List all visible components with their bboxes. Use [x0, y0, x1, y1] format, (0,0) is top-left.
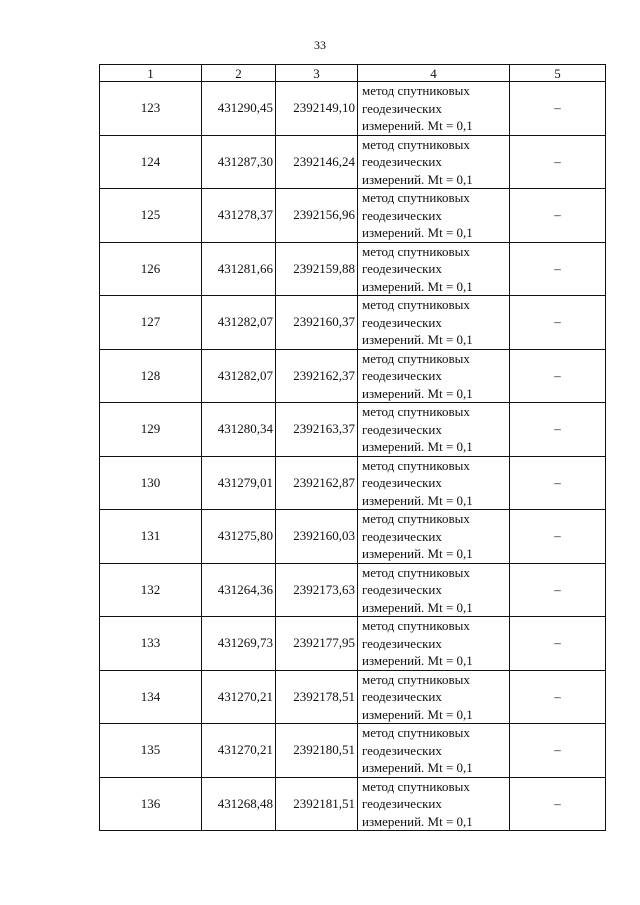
method-cell: [358, 403, 510, 457]
x-coordinate-cell: 431278,37: [202, 189, 276, 243]
table-row: [100, 189, 606, 243]
y-coordinate-cell: 2392173,63: [276, 563, 358, 617]
note-cell: –: [510, 724, 606, 778]
note-cell: –: [510, 456, 606, 510]
method-text-line: метод спутниковых: [362, 725, 470, 740]
y-coordinate-cell: 2392181,51: [276, 777, 358, 831]
x-coordinate-cell: 431264,36: [202, 563, 276, 617]
method-text-line: измерений. Mt = 0,1: [362, 439, 473, 454]
note-cell: –: [510, 563, 606, 617]
method-cell: [358, 242, 510, 296]
point-number-cell: 126: [100, 242, 202, 296]
method-text-line: метод спутниковых: [362, 564, 470, 580]
y-coordinate-cell: 2392160,37: [276, 296, 358, 350]
method-cell: [358, 617, 510, 671]
note-cell: –: [510, 135, 606, 189]
note-cell: –: [510, 349, 606, 403]
method-text-line: измерений. Mt = 0,1: [362, 492, 473, 508]
x-coordinate-cell: 431282,07: [202, 349, 276, 403]
note-cell: –: [510, 82, 606, 136]
method-text-line: измерений. Mt = 0,1: [362, 706, 473, 722]
table-row: [100, 349, 606, 403]
x-coordinate-cell: 431281,66: [202, 242, 276, 296]
method-text-line: метод спутниковых: [362, 297, 470, 312]
method-text-line: метод спутниковых: [362, 511, 470, 526]
method-cell: [358, 777, 510, 831]
method-cell: [358, 135, 510, 189]
y-coordinate-cell: 2392159,88: [276, 242, 358, 296]
method-text-line: метод спутниковых: [362, 778, 470, 794]
point-number-cell: 127: [100, 296, 202, 350]
method-text-line: геодезических: [362, 528, 442, 544]
method-text-line: измерений. Mt = 0,1: [362, 118, 473, 133]
y-coordinate-cell: 2392149,10: [276, 82, 358, 136]
method-cell: [358, 82, 510, 136]
method-text-line: измерений. Mt = 0,1: [362, 278, 473, 294]
method-text-line: геодезических: [362, 796, 442, 811]
coordinates-table: [99, 64, 606, 831]
table-row: [100, 777, 606, 831]
method-text-line: измерений. Mt = 0,1: [362, 599, 473, 615]
method-text-line: метод спутниковых: [362, 190, 470, 205]
x-coordinate-cell: 431268,48: [202, 777, 276, 831]
method-text-line: геодезических: [362, 421, 442, 437]
x-coordinate-cell: 431290,45: [202, 82, 276, 136]
method-text-line: геодезических: [362, 207, 442, 223]
y-coordinate-cell: 2392162,87: [276, 456, 358, 510]
method-text-line: метод спутниковых: [362, 243, 470, 259]
note-cell: –: [510, 617, 606, 671]
table-row: [100, 724, 606, 778]
point-number-cell: 130: [100, 456, 202, 510]
method-text-line: измерений. Mt = 0,1: [362, 332, 473, 347]
table-row: [100, 510, 606, 564]
table-row: [100, 617, 606, 671]
point-number-cell: 134: [100, 670, 202, 724]
header-row: [100, 65, 606, 82]
note-cell: –: [510, 189, 606, 243]
point-number-cell: 129: [100, 403, 202, 457]
method-text-line: измерений. Mt = 0,1: [362, 760, 473, 775]
method-text-line: измерений. Mt = 0,1: [362, 225, 473, 240]
method-cell: [358, 510, 510, 564]
method-text-line: метод спутниковых: [362, 618, 470, 633]
method-text-line: измерений. Mt = 0,1: [362, 171, 473, 187]
point-number-cell: 133: [100, 617, 202, 671]
method-text-line: метод спутниковых: [362, 136, 470, 152]
point-number-cell: 128: [100, 349, 202, 403]
method-text-line: геодезических: [362, 742, 442, 758]
method-text-line: геодезических: [362, 314, 442, 330]
note-cell: –: [510, 670, 606, 724]
table-row: [100, 563, 606, 617]
method-cell: [358, 349, 510, 403]
table-row: [100, 82, 606, 136]
point-number-cell: 124: [100, 135, 202, 189]
note-cell: –: [510, 510, 606, 564]
method-text-line: метод спутниковых: [362, 350, 470, 366]
x-coordinate-cell: 431275,80: [202, 510, 276, 564]
table-row: [100, 296, 606, 350]
y-coordinate-cell: 2392162,37: [276, 349, 358, 403]
point-number-cell: 125: [100, 189, 202, 243]
table-header: [100, 65, 606, 82]
y-coordinate-cell: 2392156,96: [276, 189, 358, 243]
method-cell: [358, 296, 510, 350]
header-col-4: 4: [358, 65, 510, 82]
header-col-5: 5: [510, 65, 606, 82]
method-text-line: геодезических: [362, 582, 442, 597]
point-number-cell: 131: [100, 510, 202, 564]
point-number-cell: 123: [100, 82, 202, 136]
y-coordinate-cell: 2392177,95: [276, 617, 358, 671]
point-number-cell: 136: [100, 777, 202, 831]
method-text-line: измерений. Mt = 0,1: [362, 813, 473, 829]
method-text-line: геодезических: [362, 368, 442, 383]
method-text-line: геодезических: [362, 475, 442, 490]
x-coordinate-cell: 431279,01: [202, 456, 276, 510]
note-cell: –: [510, 242, 606, 296]
header-col-1: 1: [100, 65, 202, 82]
table-row: [100, 135, 606, 189]
table-row: [100, 242, 606, 296]
y-coordinate-cell: 2392146,24: [276, 135, 358, 189]
table-body: [100, 82, 606, 831]
method-text-line: геодезических: [362, 635, 442, 651]
method-text-line: геодезических: [362, 261, 442, 276]
header-col-2: 2: [202, 65, 276, 82]
x-coordinate-cell: 431280,34: [202, 403, 276, 457]
y-coordinate-cell: 2392180,51: [276, 724, 358, 778]
method-text-line: метод спутниковых: [362, 671, 470, 687]
method-text-line: измерений. Mt = 0,1: [362, 385, 473, 401]
method-text-line: геодезических: [362, 154, 442, 169]
y-coordinate-cell: 2392160,03: [276, 510, 358, 564]
method-text-line: измерений. Mt = 0,1: [362, 653, 473, 668]
note-cell: –: [510, 296, 606, 350]
method-text-line: измерений. Mt = 0,1: [362, 546, 473, 561]
y-coordinate-cell: 2392163,37: [276, 403, 358, 457]
header-col-3: 3: [276, 65, 358, 82]
table-row: [100, 670, 606, 724]
point-number-cell: 132: [100, 563, 202, 617]
method-cell: [358, 670, 510, 724]
method-text-line: метод спутниковых: [362, 83, 470, 98]
method-cell: [358, 724, 510, 778]
method-cell: [358, 456, 510, 510]
table-row: [100, 456, 606, 510]
x-coordinate-cell: 431269,73: [202, 617, 276, 671]
method-text-line: геодезических: [362, 689, 442, 704]
x-coordinate-cell: 431270,21: [202, 670, 276, 724]
y-coordinate-cell: 2392178,51: [276, 670, 358, 724]
method-text-line: метод спутниковых: [362, 457, 470, 473]
method-cell: [358, 563, 510, 617]
x-coordinate-cell: 431287,30: [202, 135, 276, 189]
method-text-line: геодезических: [362, 100, 442, 116]
note-cell: –: [510, 777, 606, 831]
x-coordinate-cell: 431270,21: [202, 724, 276, 778]
note-cell: –: [510, 403, 606, 457]
page-number: 33: [314, 38, 326, 52]
x-coordinate-cell: 431282,07: [202, 296, 276, 350]
method-text-line: метод спутниковых: [362, 404, 470, 419]
point-number-cell: 135: [100, 724, 202, 778]
table-row: [100, 403, 606, 457]
method-cell: [358, 189, 510, 243]
